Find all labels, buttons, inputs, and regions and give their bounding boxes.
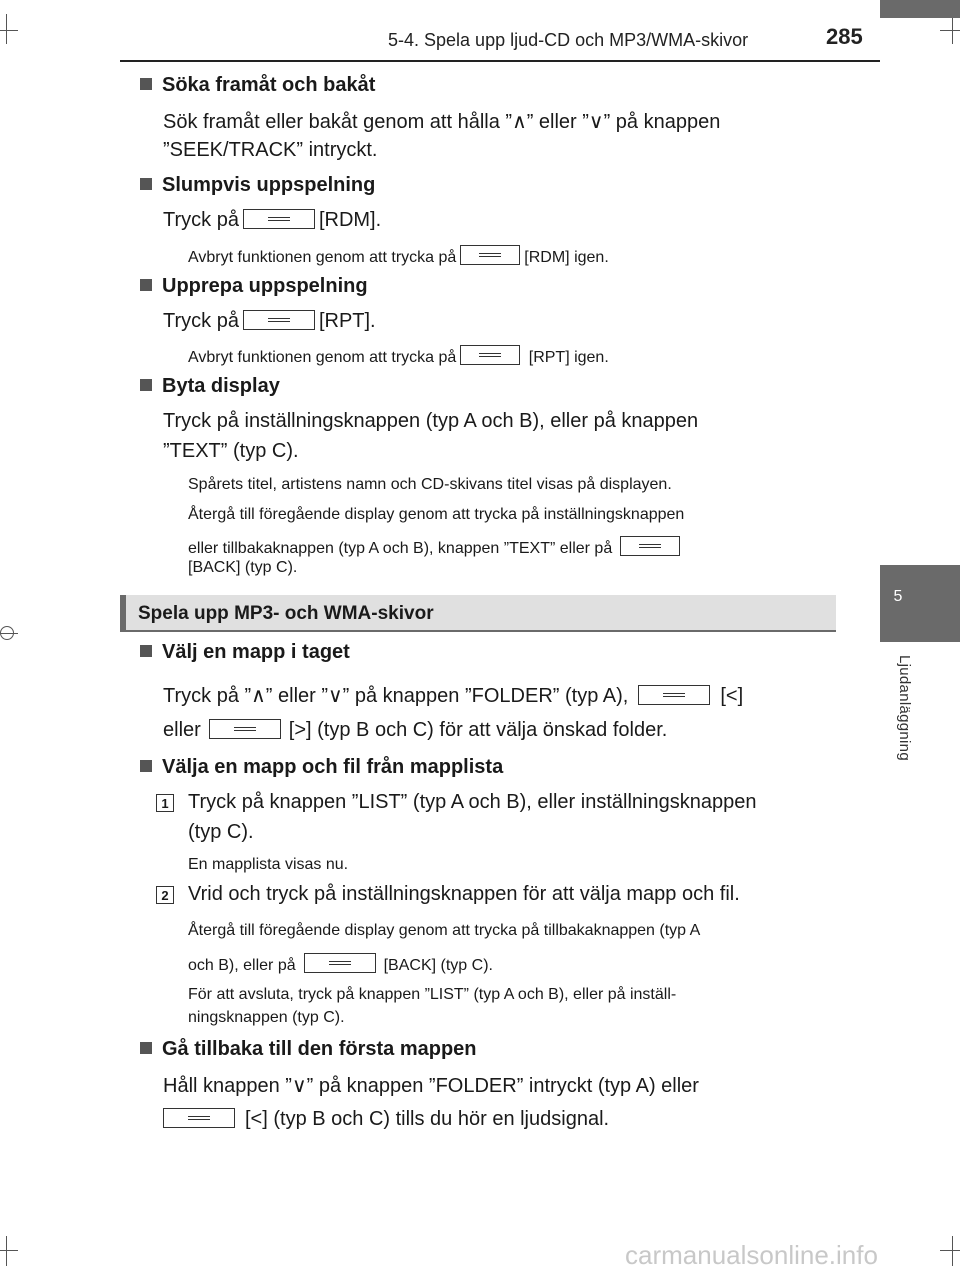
bullet-square xyxy=(140,279,152,291)
header-rule xyxy=(120,60,880,62)
chapter-tab-label: Ljudanläggning xyxy=(896,655,913,761)
repeat-press-line: Tryck på [RPT]. xyxy=(163,310,376,332)
heading-seek: Söka framåt och bakåt xyxy=(140,74,375,97)
bullet-square xyxy=(140,645,152,657)
rpt-button-icon xyxy=(243,310,315,330)
display-note-2-line-1: Återgå till föregående display genom att trycka på inställningsknappen xyxy=(188,506,685,523)
step-2-line-1: Vrid och tryck på inställningsknappen för att välja mapp och fil. xyxy=(188,883,740,905)
page-number: 285 xyxy=(826,24,863,49)
rdm-button-icon xyxy=(243,209,315,229)
back-button-icon xyxy=(620,536,680,556)
step-2-note-2-line-2: ningsknappen (typ C). xyxy=(188,1009,345,1026)
prev-folder-button-icon xyxy=(163,1108,235,1128)
side-tab-top-bar xyxy=(880,0,960,18)
step-2-note-2-line-1: För att avsluta, tryck på knappen ”LIST” (typ A och B), eller på inställ- xyxy=(188,986,677,1003)
back-button-icon xyxy=(304,953,376,973)
next-folder-button-icon xyxy=(209,719,281,739)
bullet-square xyxy=(140,1042,152,1054)
chapter-tab-number: 5 xyxy=(893,588,903,605)
first-folder-line-1: Håll knappen ”∨” på knappen ”FOLDER” intryckt (typ A) eller xyxy=(163,1075,699,1097)
bullet-square xyxy=(140,78,152,90)
seek-text-line-1: Sök framåt eller bakåt genom att hålla ”∧” eller ”∨” på knappen xyxy=(163,111,721,133)
step-number-1: 1 xyxy=(156,794,174,812)
first-folder-line-2: [<] (typ B och C) tills du hör en ljudsignal. xyxy=(163,1108,609,1131)
step-2-note-1-line-2: och B), eller på [BACK] (typ C). xyxy=(188,953,493,975)
folder-text-line-2: eller [>] (typ B och C) för att välja önskad folder. xyxy=(163,719,668,741)
heading-folder-list: Välja en mapp och fil från mapplista xyxy=(140,756,503,779)
rdm-button-icon xyxy=(460,245,520,265)
bullet-square xyxy=(140,379,152,391)
random-press-line: Tryck på [RDM]. xyxy=(163,209,382,231)
heading-repeat: Upprepa uppspelning xyxy=(140,275,368,298)
seek-text-line-2: ”SEEK/TRACK” intryckt. xyxy=(163,139,378,161)
heading-folder: Välj en mapp i taget xyxy=(140,641,350,664)
display-note-2-line-3: [BACK] (typ C). xyxy=(188,559,298,576)
heading-first-folder: Gå tillbaka till den första mappen xyxy=(140,1038,477,1061)
step-number-2: 2 xyxy=(156,886,174,904)
display-note-2-line-2: eller tillbakaknappen (typ A och B), knappen ”TEXT” eller på xyxy=(188,536,684,558)
step-1-line-1: Tryck på knappen ”LIST” (typ A och B), eller inställningsknappen xyxy=(188,791,757,813)
heading-random: Slumpvis uppspelning xyxy=(140,174,375,197)
random-note: Avbryt funktionen genom att trycka på [RDM] igen. xyxy=(188,245,609,267)
bullet-square xyxy=(140,760,152,772)
display-note-1: Spårets titel, artistens namn och CD-skivans titel visas på displayen. xyxy=(188,476,672,493)
step-1-line-2: (typ C). xyxy=(188,821,254,843)
bullet-square xyxy=(140,178,152,190)
repeat-note: Avbryt funktionen genom att trycka på [RPT] igen. xyxy=(188,345,609,367)
rpt-button-icon xyxy=(460,345,520,365)
step-2-note-1-line-1: Återgå till föregående display genom att trycka på tillbakaknappen (typ A xyxy=(188,922,701,939)
folder-text-line-1: Tryck på ”∧” eller ”∨” på knappen ”FOLDER” (typ A), [<] xyxy=(163,685,744,707)
watermark: carmanualsonline.info xyxy=(625,1240,878,1270)
section-header-rule xyxy=(120,630,836,632)
step-1-note: En mapplista visas nu. xyxy=(188,856,349,873)
chapter-title: 5-4. Spela upp ljud-CD och MP3/WMA-skivor xyxy=(388,30,749,50)
display-text-line-1: Tryck på inställningsknappen (typ A och B), eller på knappen xyxy=(163,410,699,432)
prev-folder-button-icon xyxy=(638,685,710,705)
section-title: Spela upp MP3- och WMA-skivor xyxy=(138,603,434,624)
display-text-line-2: ”TEXT” (typ C). xyxy=(163,440,299,462)
heading-display: Byta display xyxy=(140,375,280,398)
